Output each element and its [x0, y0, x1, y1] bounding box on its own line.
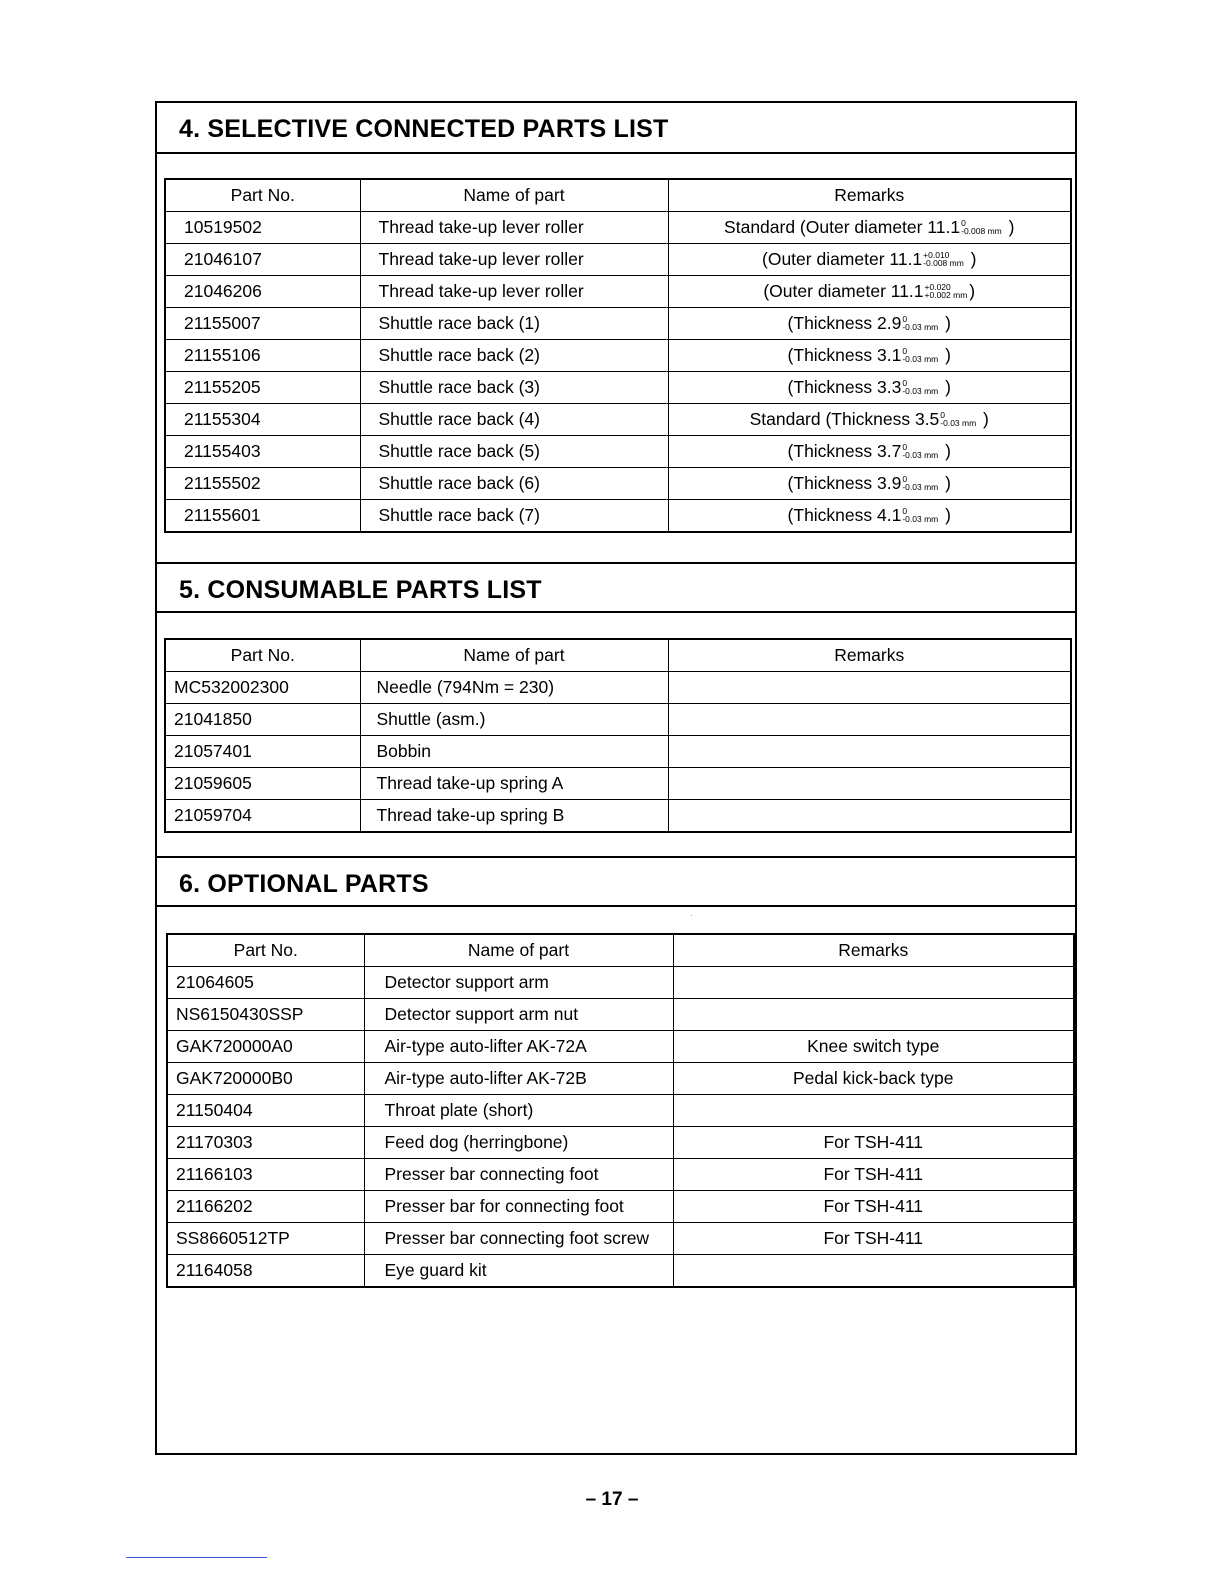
remarks-cell: For TSH-411	[673, 1191, 1074, 1223]
part-name-cell: Needle (794Nm = 230)	[360, 672, 668, 704]
col-header-name: Name of part	[360, 179, 668, 212]
part-number-cell: 21164058	[167, 1255, 364, 1288]
remarks-cell: Pedal kick-back type	[673, 1063, 1074, 1095]
table-row	[167, 1063, 1074, 1095]
part-number-cell: NS6150430SSP	[167, 999, 364, 1031]
remarks-cell	[668, 276, 1071, 308]
tolerance	[902, 475, 938, 491]
remarks-value: (Thickness 3.7	[787, 441, 902, 461]
part-name-cell: Shuttle race back (4)	[360, 404, 668, 436]
part-number-cell: MC532002300	[165, 672, 360, 704]
part-number-cell: 21155304	[165, 404, 360, 436]
remarks-cell	[668, 404, 1071, 436]
part-number-cell: 21155205	[165, 372, 360, 404]
remarks-cell	[668, 800, 1071, 833]
col-header-part-no: Part No.	[167, 934, 364, 967]
table-row	[165, 500, 1071, 533]
table-row	[165, 276, 1071, 308]
table-row	[165, 672, 1071, 704]
part-name-cell: Bobbin	[360, 736, 668, 768]
tolerance	[902, 379, 938, 395]
tolerance-upper: +0.010	[923, 250, 950, 261]
part-number-cell: 21059704	[165, 800, 360, 833]
part-number-cell: 21155007	[165, 308, 360, 340]
table-row	[165, 372, 1071, 404]
footer-rule	[126, 1557, 267, 1558]
table-row	[165, 340, 1071, 372]
part-name-cell: Air-type auto-lifter AK-72B	[364, 1063, 673, 1095]
tolerance-upper: 0	[902, 506, 908, 517]
tolerance-lower: -0.03 mm	[902, 450, 939, 461]
scan-speck	[691, 915, 692, 916]
part-name-cell: Air-type auto-lifter AK-72A	[364, 1031, 673, 1063]
part-number-cell: 21170303	[167, 1127, 364, 1159]
remarks-cell	[673, 967, 1074, 999]
remarks-value: (Thickness 3.1	[787, 345, 902, 365]
remarks-close: )	[969, 281, 976, 301]
part-name-cell: Thread take-up lever roller	[360, 244, 668, 276]
remarks-cell	[668, 704, 1071, 736]
remarks-close: )	[940, 313, 951, 333]
remarks-value: Standard (Outer diameter 11.1	[724, 217, 961, 237]
tolerance	[961, 219, 1002, 235]
optional-parts-table	[166, 933, 1075, 1288]
remarks-cell	[668, 468, 1071, 500]
part-name-cell: Thread take-up spring B	[360, 800, 668, 833]
page-number: – 17 –	[585, 1489, 639, 1510]
part-name-cell: Presser bar connecting foot	[364, 1159, 673, 1191]
tolerance-lower: -0.03 mm	[902, 354, 939, 365]
remarks-value: Standard (Thickness 3.5	[749, 409, 940, 429]
part-name-cell: Shuttle race back (3)	[360, 372, 668, 404]
table-row	[167, 1031, 1074, 1063]
part-number-cell: GAK720000A0	[167, 1031, 364, 1063]
remarks-cell	[668, 308, 1071, 340]
remarks-value: (Outer diameter 11.1	[762, 249, 923, 269]
remarks-cell	[673, 999, 1074, 1031]
tolerance	[902, 315, 938, 331]
remarks-cell: Knee switch type	[673, 1031, 1074, 1063]
part-number-cell: 21064605	[167, 967, 364, 999]
col-header-part-no: Part No.	[165, 179, 360, 212]
remarks-cell: For TSH-411	[673, 1159, 1074, 1191]
remarks-cell	[668, 768, 1071, 800]
table-row	[167, 1255, 1074, 1288]
col-header-name: Name of part	[364, 934, 673, 967]
col-header-remarks: Remarks	[668, 179, 1071, 212]
remarks-value: (Outer diameter 11.1	[763, 281, 924, 301]
remarks-cell	[668, 212, 1071, 244]
remarks-close: )	[940, 473, 951, 493]
remarks-cell	[668, 372, 1071, 404]
remarks-close: )	[940, 345, 951, 365]
part-number-cell: 21166103	[167, 1159, 364, 1191]
tolerance-upper: 0	[902, 442, 908, 453]
tolerance-upper: 0	[902, 378, 908, 389]
remarks-close: )	[940, 505, 951, 525]
tolerance-lower: +0.002 mm	[924, 290, 968, 301]
table-row	[165, 404, 1071, 436]
part-number-cell: 21059605	[165, 768, 360, 800]
remarks-close: )	[978, 409, 989, 429]
table-row	[167, 1095, 1074, 1127]
remarks-cell	[673, 1095, 1074, 1127]
remarks-cell	[673, 1255, 1074, 1288]
remarks-cell: For TSH-411	[673, 1223, 1074, 1255]
selective-parts-table	[164, 178, 1072, 533]
table-row	[165, 468, 1071, 500]
remarks-value: (Thickness 3.3	[787, 377, 902, 397]
tolerance-upper: 0	[961, 218, 966, 229]
table-row	[167, 1191, 1074, 1223]
part-name-cell: Feed dog (herringbone)	[364, 1127, 673, 1159]
table-row	[165, 212, 1071, 244]
remarks-cell	[668, 436, 1071, 468]
remarks-cell	[668, 500, 1071, 533]
remarks-value: (Thickness 4.1	[787, 505, 902, 525]
remarks-cell	[668, 340, 1071, 372]
page-frame	[155, 101, 1077, 1455]
remarks-cell	[668, 244, 1071, 276]
part-number-cell: 21155502	[165, 468, 360, 500]
part-name-cell: Shuttle race back (5)	[360, 436, 668, 468]
tolerance-upper: 0	[902, 314, 908, 325]
part-name-cell: Shuttle race back (7)	[360, 500, 668, 533]
tolerance-lower: -0.008 mm	[923, 258, 964, 269]
table-row	[165, 768, 1071, 800]
part-number-cell: 21041850	[165, 704, 360, 736]
consumable-parts-table	[164, 638, 1072, 833]
remarks-close: )	[940, 377, 951, 397]
section-6-title: 6. OPTIONAL PARTS	[179, 870, 429, 898]
tolerance-lower: -0.03 mm	[902, 514, 939, 525]
part-number-cell: 21155403	[165, 436, 360, 468]
col-header-remarks: Remarks	[668, 639, 1071, 672]
table-header-row	[165, 179, 1071, 212]
tolerance	[902, 507, 938, 523]
table-row	[167, 1127, 1074, 1159]
tolerance	[902, 443, 938, 459]
section-4-header	[157, 103, 1075, 154]
section-4-title: 4. SELECTIVE CONNECTED PARTS LIST	[179, 115, 669, 143]
remarks-cell: For TSH-411	[673, 1127, 1074, 1159]
part-name-cell: Shuttle race back (2)	[360, 340, 668, 372]
part-name-cell: Shuttle (asm.)	[360, 704, 668, 736]
table-row	[165, 308, 1071, 340]
tolerance-lower: -0.008 mm	[961, 226, 1002, 237]
part-name-cell: Shuttle race back (6)	[360, 468, 668, 500]
table-row	[165, 800, 1071, 833]
part-name-cell: Presser bar for connecting foot	[364, 1191, 673, 1223]
part-number-cell: 21155601	[165, 500, 360, 533]
part-number-cell: 21155106	[165, 340, 360, 372]
table-row	[167, 967, 1074, 999]
part-name-cell: Thread take-up lever roller	[360, 276, 668, 308]
table-row	[165, 436, 1071, 468]
remarks-cell	[668, 736, 1071, 768]
remarks-close: )	[940, 441, 951, 461]
tolerance	[902, 347, 938, 363]
remarks-close: )	[1003, 217, 1015, 237]
part-number-cell: 21150404	[167, 1095, 364, 1127]
col-header-remarks: Remarks	[673, 934, 1074, 967]
tolerance-upper: +0.020	[924, 282, 951, 293]
tolerance	[923, 251, 964, 267]
part-name-cell: Shuttle race back (1)	[360, 308, 668, 340]
tolerance	[925, 283, 968, 299]
table-header-row	[167, 934, 1074, 967]
part-number-cell: GAK720000B0	[167, 1063, 364, 1095]
table-row	[165, 704, 1071, 736]
table-row	[167, 1223, 1074, 1255]
table-row	[165, 244, 1071, 276]
section-5-header	[157, 562, 1075, 613]
part-name-cell: Detector support arm	[364, 967, 673, 999]
part-name-cell: Presser bar connecting foot screw	[364, 1223, 673, 1255]
part-name-cell: Throat plate (short)	[364, 1095, 673, 1127]
tolerance-lower: -0.03 mm	[902, 386, 939, 397]
table-row	[165, 736, 1071, 768]
table-row	[167, 1159, 1074, 1191]
col-header-part-no: Part No.	[165, 639, 360, 672]
part-number-cell: 21046206	[165, 276, 360, 308]
table-row	[167, 999, 1074, 1031]
tolerance-lower: -0.03 mm	[940, 418, 977, 429]
part-number-cell: 21166202	[167, 1191, 364, 1223]
remarks-value: (Thickness 3.9	[787, 473, 902, 493]
part-number-cell: 21057401	[165, 736, 360, 768]
part-number-cell: SS8660512TP	[167, 1223, 364, 1255]
part-number-cell: 10519502	[165, 212, 360, 244]
remarks-cell	[668, 672, 1071, 704]
section-6-header	[157, 856, 1075, 907]
part-name-cell: Detector support arm nut	[364, 999, 673, 1031]
section-5-title: 5. CONSUMABLE PARTS LIST	[179, 576, 542, 604]
remarks-value: (Thickness 2.9	[787, 313, 902, 333]
tolerance-upper: 0	[902, 474, 908, 485]
col-header-name: Name of part	[360, 639, 668, 672]
tolerance-lower: -0.03 mm	[902, 482, 939, 493]
tolerance	[940, 411, 976, 427]
table-header-row	[165, 639, 1071, 672]
part-number-cell: 21046107	[165, 244, 360, 276]
tolerance-upper: 0	[940, 410, 946, 421]
part-name-cell: Thread take-up spring A	[360, 768, 668, 800]
remarks-close: )	[965, 249, 977, 269]
tolerance-upper: 0	[902, 346, 908, 357]
part-name-cell: Eye guard kit	[364, 1255, 673, 1288]
part-name-cell: Thread take-up lever roller	[360, 212, 668, 244]
tolerance-lower: -0.03 mm	[902, 322, 939, 333]
